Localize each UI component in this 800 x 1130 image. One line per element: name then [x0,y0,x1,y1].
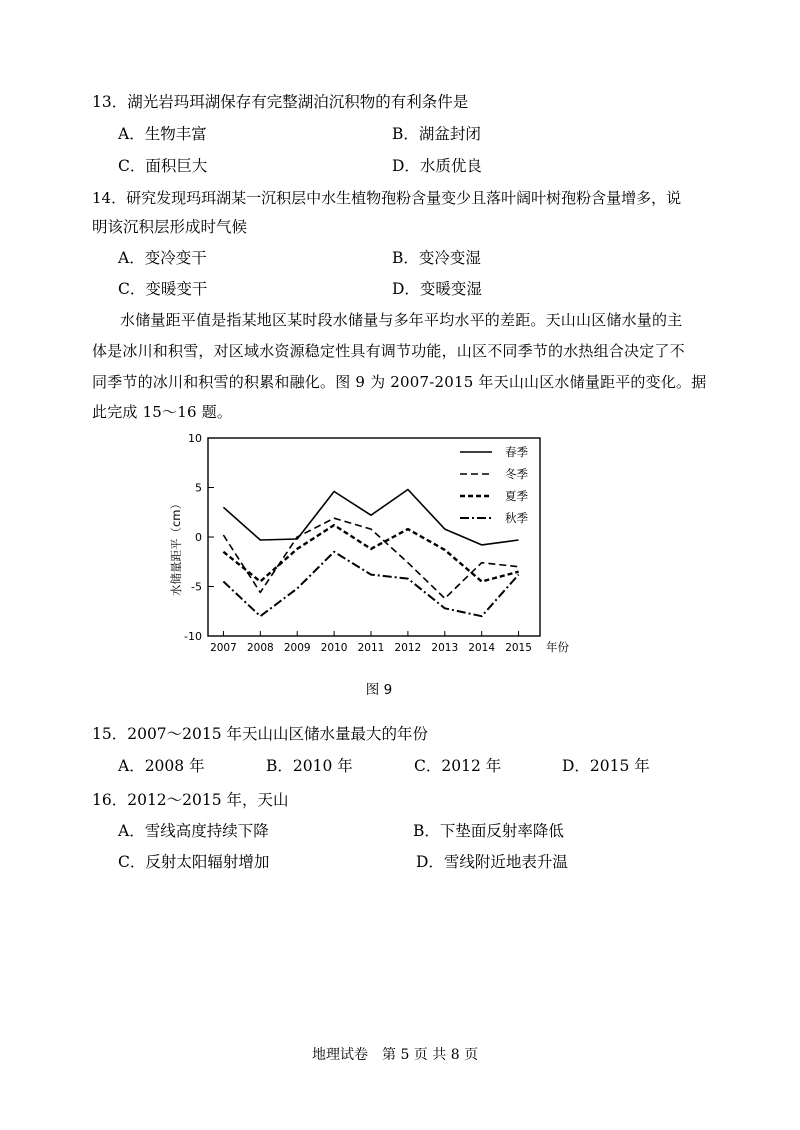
legend-label-3: 夏季 [505,489,528,503]
x-tick-label: 2015 [505,642,532,654]
y-tick-label: -5 [191,580,202,594]
q15-option-a: A．2008 年 [118,757,205,775]
y-tick-label: -10 [184,630,202,643]
q14-option-d: D．变暖变湿 [392,280,482,298]
y-tick-label: 0 [195,531,202,544]
q14-stem-line1: 14．研究发现玛珥湖某一沉积层中水生植物孢粉含量变少且落叶阔叶树孢粉含量增多，说 [92,189,682,207]
q13-option-b: B．湖盆封闭 [392,125,481,143]
series-line-2 [223,518,518,598]
x-tick-label: 2009 [283,642,311,654]
x-tick-label: 2012 [394,642,422,654]
q16-stem: 16．2012～2015 年，天山 [92,791,289,809]
x-tick-label: 2008 [246,642,274,654]
q14-option-c: C．变暖变干 [118,280,208,298]
passage-line-2: 体是冰川和积雪，对区域水资源稳定性具有调节功能，山区不同季节的水热组合决定了不 [92,342,685,360]
y-tick-label: 5 [195,481,202,495]
q16-option-b: B．下垫面反射率降低 [413,822,564,840]
q15-option-c: C．2012 年 [414,757,502,775]
series-line-1 [223,490,518,545]
x-axis-label: 年份 [546,640,569,654]
x-tick-label: 2011 [357,642,385,654]
x-tick-label: 2007 [210,642,237,654]
q14-option-a: A．变冷变干 [118,249,207,267]
q14-stem-line2: 明该沉积层形成时气候 [92,218,248,236]
series-line-3 [223,525,518,581]
q16-option-d: D．雪线附近地表升温 [416,853,568,871]
y-tick-label: 10 [188,432,202,445]
q13-option-c: C．面积巨大 [118,157,208,175]
page-footer: 地理试卷 第 5 页 共 8 页 [312,1047,479,1063]
legend-label-2: 冬季 [505,467,528,481]
x-tick-label: 2010 [320,642,348,654]
q15-stem: 15．2007～2015 年天山山区储水量最大的年份 [92,725,429,743]
passage-line-3: 同季节的冰川和积雪的积累和融化。图 9 为 2007-2015 年天山山区水储量距平的变化。据 [92,373,707,391]
q15-option-d: D．2015 年 [562,757,650,775]
q16-option-c: C．反射太阳辐射增加 [118,853,270,871]
legend-label-1: 春季 [505,445,528,459]
q15-option-b: B．2010 年 [266,757,353,775]
passage-line-4: 此完成 15～16 题。 [92,403,233,421]
series-line-4 [223,552,518,616]
line-chart [160,430,620,710]
q13-option-d: D．水质优良 [392,157,482,175]
q16-option-a: A．雪线高度持续下降 [118,822,269,840]
x-tick-label: 2013 [431,642,459,654]
q13-option-a: A．生物丰富 [118,125,207,143]
figure-caption: 图 9 [365,682,393,698]
x-tick-label: 2014 [468,642,496,654]
figure-9 [160,430,620,714]
q13-stem: 13．湖光岩玛珥湖保存有完整湖泊沉积物的有利条件是 [92,93,469,111]
q14-option-b: B．变冷变湿 [392,249,481,267]
y-axis-label: 水储量距平（cm） [169,497,183,597]
passage-line-1: 水储量距平值是指某地区某时段水储量与多年平均水平的差距。天山山区储水量的主 [120,311,683,329]
legend-label-4: 秋季 [505,511,528,525]
